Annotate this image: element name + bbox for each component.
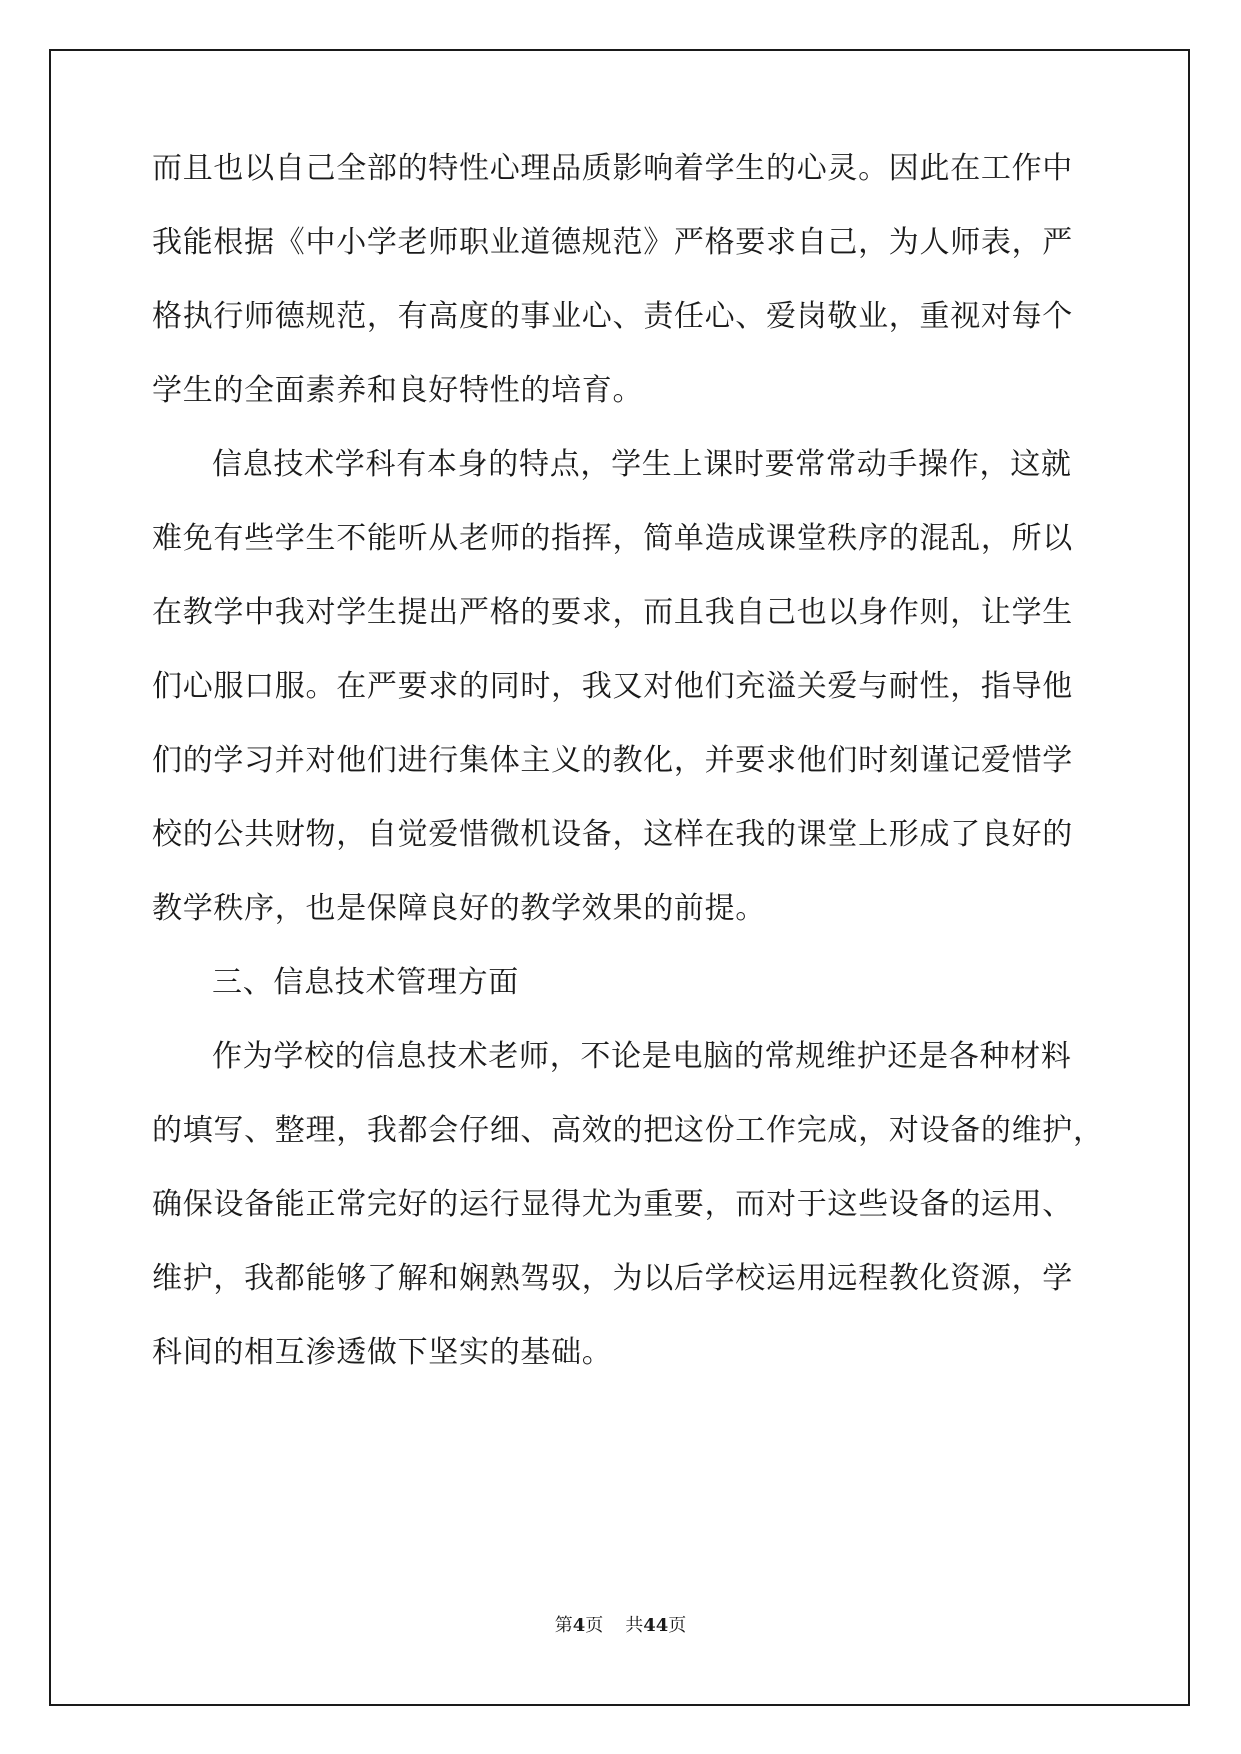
body-line: 的填写、整理，我都会仔细、高效的把这份工作完成，对设备的维护，	[152, 1113, 1104, 1148]
footer-page-prefix: 第	[554, 1615, 573, 1636]
footer-page-number: 4	[572, 1615, 586, 1636]
footer-total-suffix: 页	[668, 1615, 687, 1636]
body-line: 格执行师德规范，有高度的事业心、责任心、爱岗敬业，重视对每个	[152, 299, 1073, 334]
body-line: 们心服口服。在严要求的同时，我又对他们充溢关爱与耐性，指导他	[152, 669, 1073, 704]
body-line: 在教学中我对学生提出严格的要求，而且我自己也以身作则，让学生	[152, 595, 1073, 630]
body-line: 教学秩序，也是保障良好的教学效果的前提。	[152, 891, 766, 926]
footer-total-prefix: 共	[625, 1615, 644, 1636]
footer-page-suffix: 页	[585, 1615, 604, 1636]
page-footer	[0, 1614, 1241, 1638]
body-line: 科间的相互渗透做下坚实的基础。	[152, 1335, 613, 1370]
body-line: 而且也以自己全部的特性心理品质影响着学生的心灵。因此在工作中	[152, 151, 1073, 186]
body-line: 们的学习并对他们进行集体主义的教化，并要求他们时刻谨记爱惜学	[152, 743, 1073, 778]
paragraph-first-line: 信息技术学科有本身的特点，学生上课时要常常动手操作，这就	[212, 447, 1072, 482]
body-line: 难免有些学生不能听从老师的指挥，简单造成课堂秩序的混乱，所以	[152, 521, 1073, 556]
body-line: 确保设备能正常完好的运行显得尤为重要，而对于这些设备的运用、	[152, 1187, 1073, 1222]
body-line: 校的公共财物，自觉爱惜微机设备，这样在我的课堂上形成了良好的	[152, 817, 1073, 852]
body-line: 我能根据《中小学老师职业道德规范》严格要求自己，为人师表，严	[152, 225, 1073, 260]
footer-total-pages: 44	[643, 1615, 669, 1636]
body-line: 学生的全面素养和良好特性的培育。	[152, 373, 644, 408]
body-line: 维护，我都能够了解和娴熟驾驭，为以后学校运用远程教化资源，学	[152, 1261, 1073, 1296]
paragraph-first-line: 作为学校的信息技术老师，不论是电脑的常规维护还是各种材料	[212, 1039, 1072, 1074]
section-heading: 三、信息技术管理方面	[212, 965, 519, 1000]
